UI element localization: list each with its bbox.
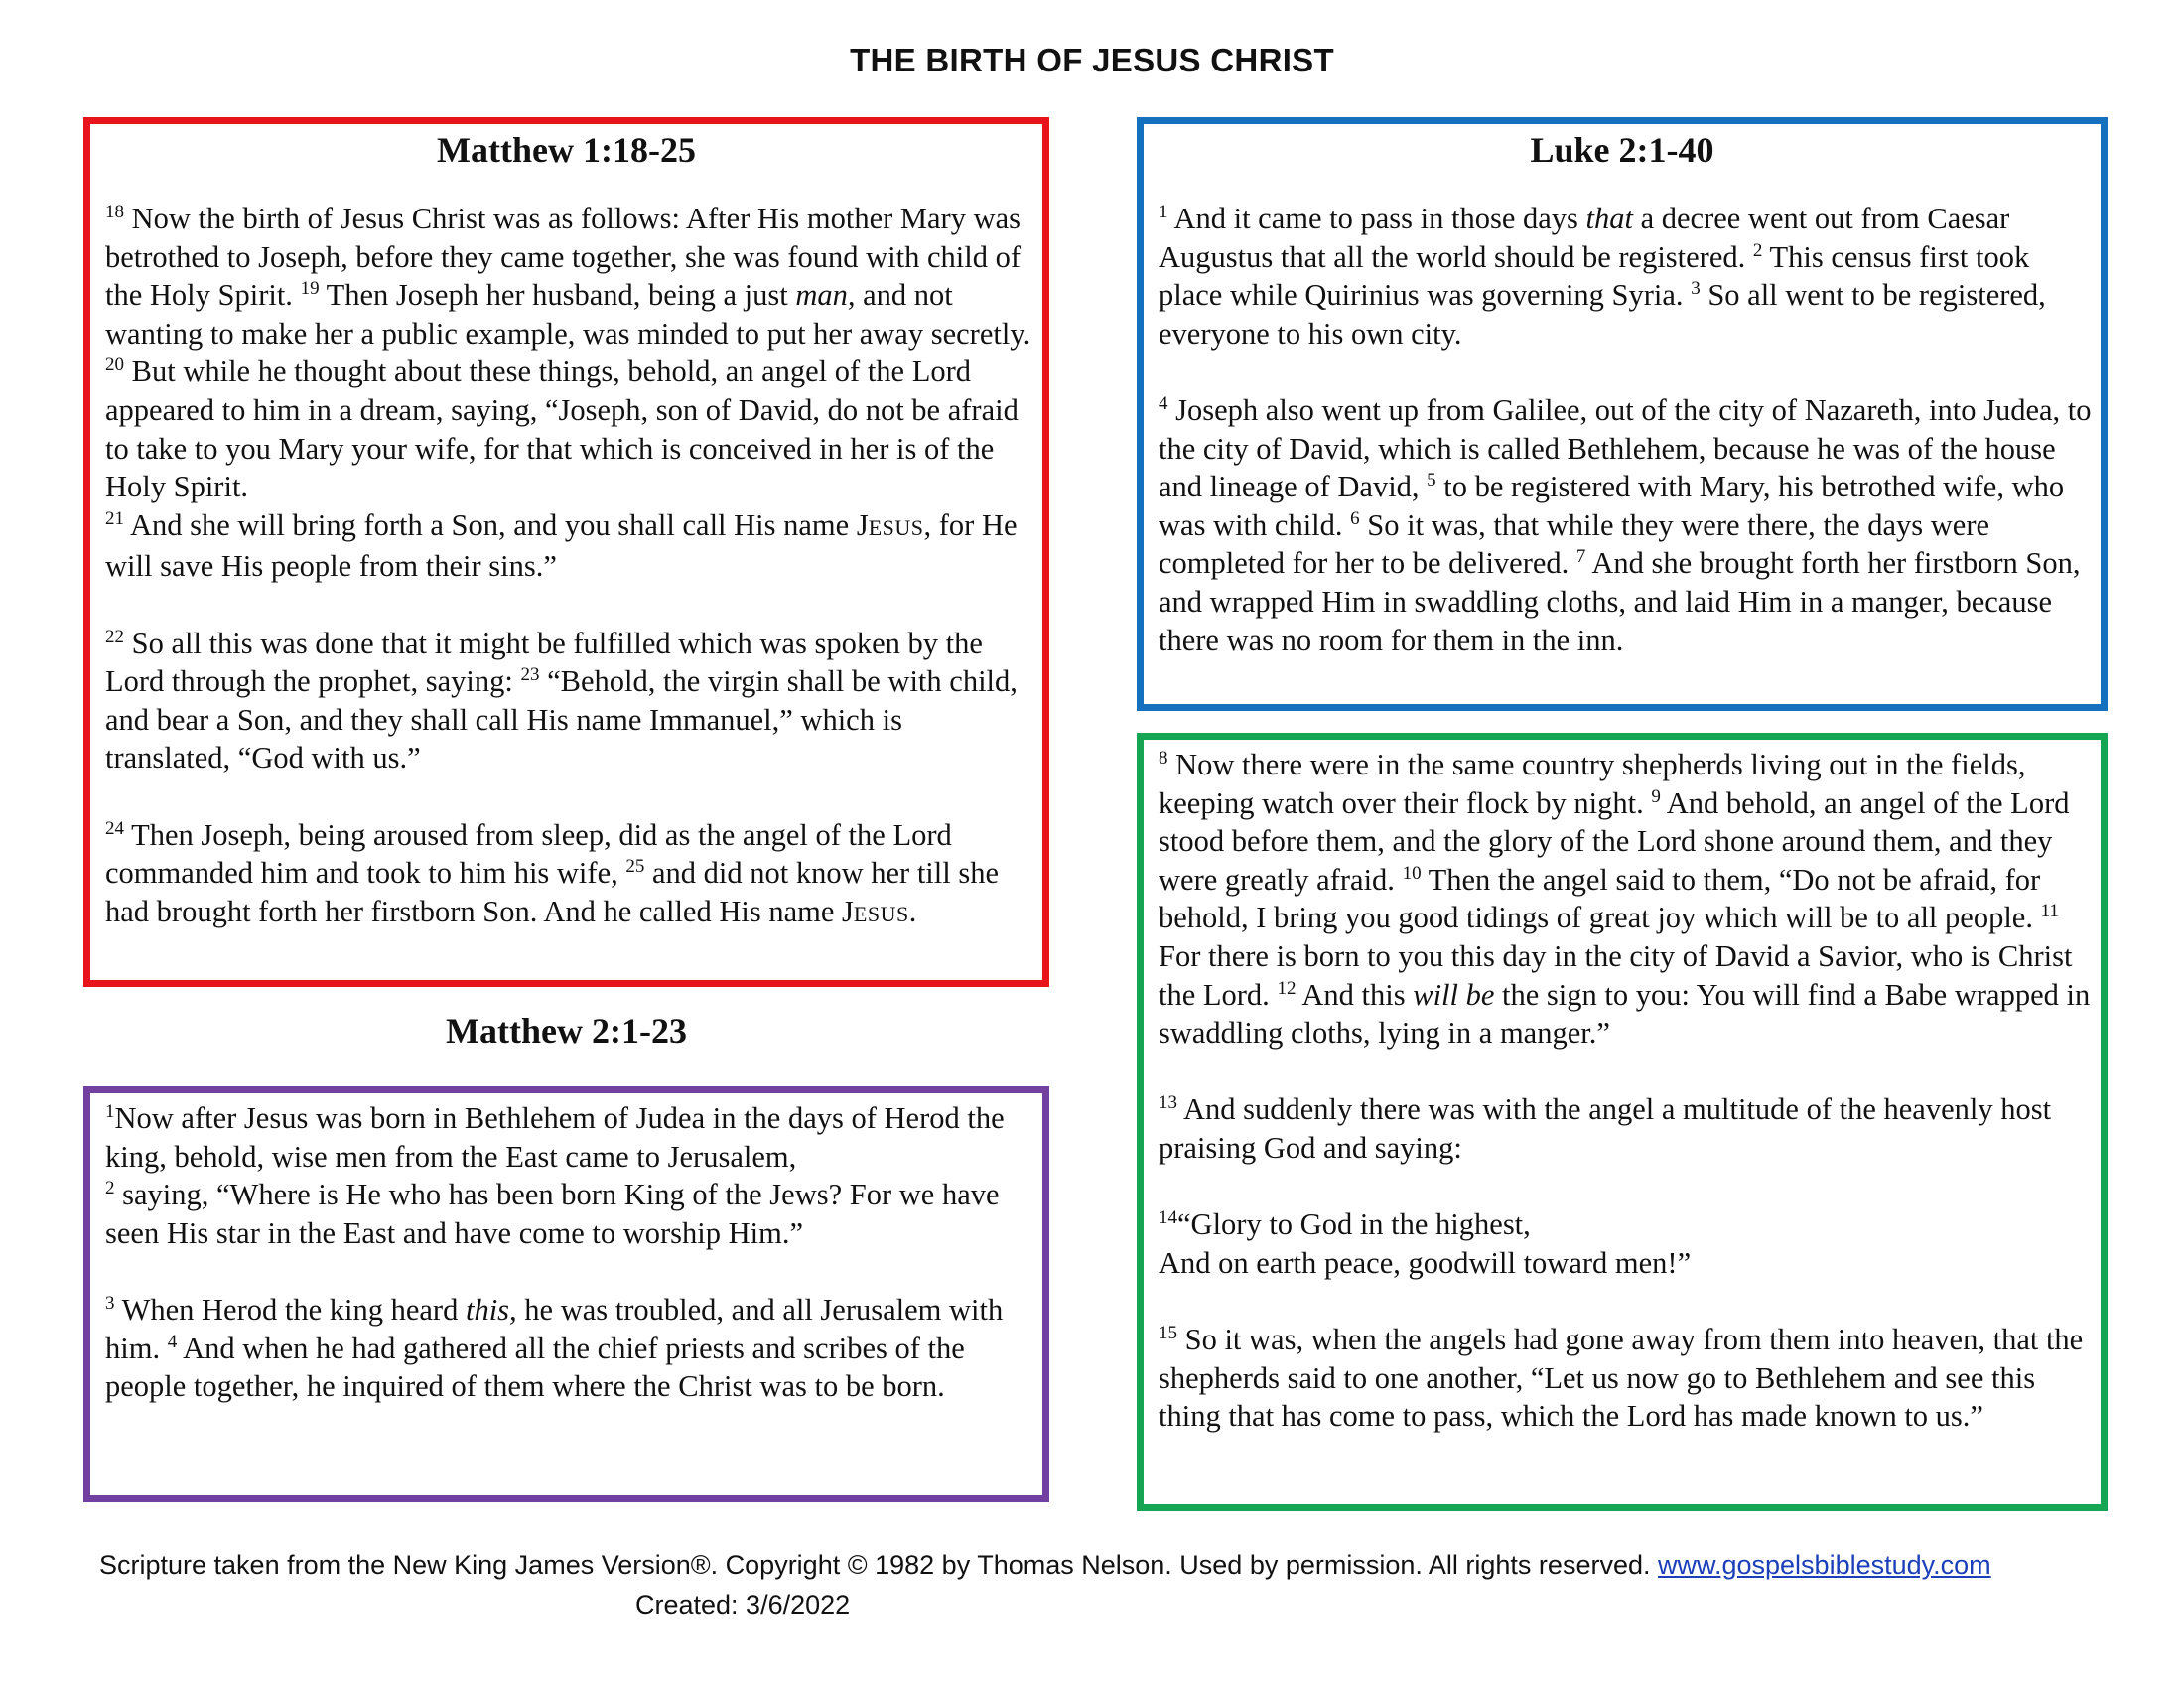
copyright-text: Scripture taken from the New King James Version®. Copyright © 1982 by Thomas Nelson. Used by permission. All rights reserved. xyxy=(99,1550,1658,1580)
paragraph xyxy=(1159,746,2093,1053)
verse-number: 3 xyxy=(1691,278,1701,300)
verse-number: 15 xyxy=(1159,1322,1177,1343)
verse-text: he was troubled, and all Jerusalem with him. xyxy=(105,1292,1004,1365)
verse-text: and not wanting to make her a public example, was minded to put her away secretly. xyxy=(105,278,1031,351)
verse-text: And she will bring forth a Son, and you shall call His name J xyxy=(124,507,869,542)
verse-text: So it was, when the angels had gone away from them into heaven, that the shepherds said to one another, “Let us now go to Bethlehem and see this thing that has come to pass, which the Lord has made known to us.” xyxy=(1159,1322,2084,1434)
verse-text: Now the birth of Jesus Christ was as follows: After His mother Mary was betrothed to Joseph, before they came together, she was found with child of the Holy Spirit. xyxy=(105,202,1022,313)
verse-number: 5 xyxy=(1427,470,1436,492)
verse-text: And on earth peace, goodwill toward men!” xyxy=(1159,1245,1692,1280)
verse-text: And it came to pass in those days xyxy=(1167,202,1586,235)
verse-number: 24 xyxy=(105,817,124,839)
verse-number: 2 xyxy=(1752,239,1763,261)
paragraph xyxy=(105,1291,1034,1406)
paragraph xyxy=(1159,1321,2093,1436)
verse-text: And suddenly there was with the angel a multitude of the heavenly host praising God and saying: xyxy=(1159,1092,2052,1165)
verse-italic: will be xyxy=(1413,977,1495,1012)
verse-number: 3 xyxy=(105,1292,115,1314)
verse-text: And this xyxy=(1296,977,1414,1012)
website-link[interactable]: www.gospelsbiblestudy.com xyxy=(1657,1550,1991,1580)
verse-number: 14 xyxy=(1159,1207,1177,1229)
verse-number: 11 xyxy=(2040,901,2059,922)
verse-number: 4 xyxy=(1159,392,1168,414)
verse-text: So it was, that while they were there, the days were completed for her to be delivered. xyxy=(1159,507,1990,581)
verse-number: 1 xyxy=(105,1101,115,1122)
paragraph xyxy=(1159,200,2093,352)
verse-text: And behold, an angel of the Lord stood before them, and the glory of the Lord shone around them, and they were greatly afraid. xyxy=(1159,785,2070,897)
verse-number: 22 xyxy=(105,626,124,647)
verse-text: Then Joseph her husband, being a just xyxy=(319,278,796,313)
matthew-2-passage xyxy=(90,1099,1042,1406)
luke-2b-passage xyxy=(1144,746,2101,1436)
verse-text: “Glory to God in the highest, xyxy=(1177,1207,1531,1242)
verse-number: 25 xyxy=(625,856,645,878)
verse-text: But while he thought about these things, behold, an angel of the Lord appeared to him in a dream, saying, “Joseph, son of David, do not be afraid to take to you Mary your wife, for that which is conceived in her is of the Holy Spirit. xyxy=(105,354,1019,504)
paragraph xyxy=(105,816,1034,934)
verse-text: and did not know her till she had brought forth her firstborn Son. And he called His name J xyxy=(105,856,999,928)
verse-number: 23 xyxy=(520,664,540,686)
verse-number: 8 xyxy=(1159,748,1168,769)
verse-text: Then Joseph, being aroused from sleep, did as the angel of the Lord commanded him and took to him his wife, xyxy=(105,817,952,891)
matthew-2-heading: Matthew 2:1-23 xyxy=(446,1011,687,1051)
small-caps: ESUS xyxy=(868,514,924,540)
small-caps: ESUS xyxy=(853,901,909,926)
page-title: THE BIRTH OF JESUS CHRIST xyxy=(850,42,1334,78)
verse-number: 20 xyxy=(105,354,124,376)
matthew-1-heading: Matthew 1:18-25 xyxy=(437,130,696,170)
verse-italic: this, xyxy=(465,1292,517,1327)
copyright-line xyxy=(99,1545,1991,1585)
verse-text: Now after Jesus was born in Bethlehem of Judea in the days of Herod the king, behold, wise men from the East came to Jerusalem, xyxy=(105,1101,1005,1174)
luke-2b-box xyxy=(1137,733,2108,1511)
verse-number: 13 xyxy=(1159,1092,1177,1114)
verse-text: saying, “Where is He who has been born King of the Jews? For we have seen His star in the East and have come to worship Him.” xyxy=(105,1178,1000,1250)
verse-number: 18 xyxy=(105,202,124,222)
verse-number: 6 xyxy=(1350,507,1360,529)
verse-text: For there is born to you this day in the city of David a Savior, who is Christ the Lord. xyxy=(1159,938,2073,1012)
verse-text: And when he had gathered all the chief priests and scribes of the people together, he inquired of them where the Christ was to be born. xyxy=(105,1331,965,1404)
paragraph xyxy=(105,1099,1034,1252)
paragraph xyxy=(1159,1090,2093,1167)
paragraph xyxy=(105,625,1034,777)
luke-2a-passage xyxy=(1144,200,2101,659)
verse-number: 19 xyxy=(300,278,320,300)
verse-text: So all this was done that it might be fulfilled which was spoken by the Lord through the prophet, saying: xyxy=(105,626,983,699)
verse-number: 12 xyxy=(1277,977,1297,999)
verse-text: Then the angel said to them, “Do not be afraid, for behold, I bring you good tidings of great joy which will be to all people. xyxy=(1159,862,2041,935)
matthew-1-passage xyxy=(90,200,1042,933)
matthew-2-box xyxy=(83,1086,1049,1502)
matthew-1-box xyxy=(83,117,1049,987)
verse-text: a decree went out from Caesar Augustus that all the world should be registered. xyxy=(1159,202,2010,274)
created-date: Created: 3/6/2022 xyxy=(635,1590,851,1619)
verse-text: So all went to be registered, everyone to his own city. xyxy=(1159,278,2046,351)
verse-text: the sign to you: You will find a Babe wrapped in swaddling cloths, lying in a manger.” xyxy=(1159,977,2091,1051)
paragraph xyxy=(105,200,1034,586)
verse-text: , for He will save His people from their sins.” xyxy=(105,507,1018,584)
verse-number: 1 xyxy=(1159,202,1168,222)
luke-2a-box xyxy=(1137,117,2108,711)
verse-text: . xyxy=(908,894,917,928)
verse-number: 7 xyxy=(1575,546,1586,568)
verse-text: When Herod the king heard xyxy=(114,1292,466,1327)
paragraph xyxy=(1159,1205,2093,1282)
verse-italic: man, xyxy=(795,278,856,313)
verse-number: 10 xyxy=(1402,862,1422,884)
verse-text: to be registered with Mary, his betrothed wife, who was with child. xyxy=(1159,470,2065,542)
luke-heading: Luke 2:1-40 xyxy=(1530,130,1714,170)
verse-text: Now there were in the same country shepherds living out in the fields, keeping watch over their flock by night. xyxy=(1159,748,2026,820)
verse-text: This census first took place while Quirinius was governing Syria. xyxy=(1159,239,2030,313)
paragraph xyxy=(1159,391,2093,659)
verse-number: 4 xyxy=(167,1331,178,1352)
verse-text: “Behold, the virgin shall be with child, and bear a Son, and they shall call His name Immanuel,” which is translated, “God with us.” xyxy=(105,664,1018,775)
verse-number: 9 xyxy=(1651,785,1661,807)
verse-italic: that xyxy=(1585,202,1633,235)
verse-text: And she brought forth her firstborn Son, and wrapped Him in swaddling cloths, and laid Him in a manger, because there was no room for them in the inn. xyxy=(1159,546,2081,657)
verse-number: 21 xyxy=(105,507,124,529)
verse-number: 2 xyxy=(105,1178,115,1199)
verse-text: Joseph also went up from Galilee, out of the city of Nazareth, into Judea, to the city of David, which is called Bethlehem, because he was of the house and lineage of David, xyxy=(1159,392,2092,504)
